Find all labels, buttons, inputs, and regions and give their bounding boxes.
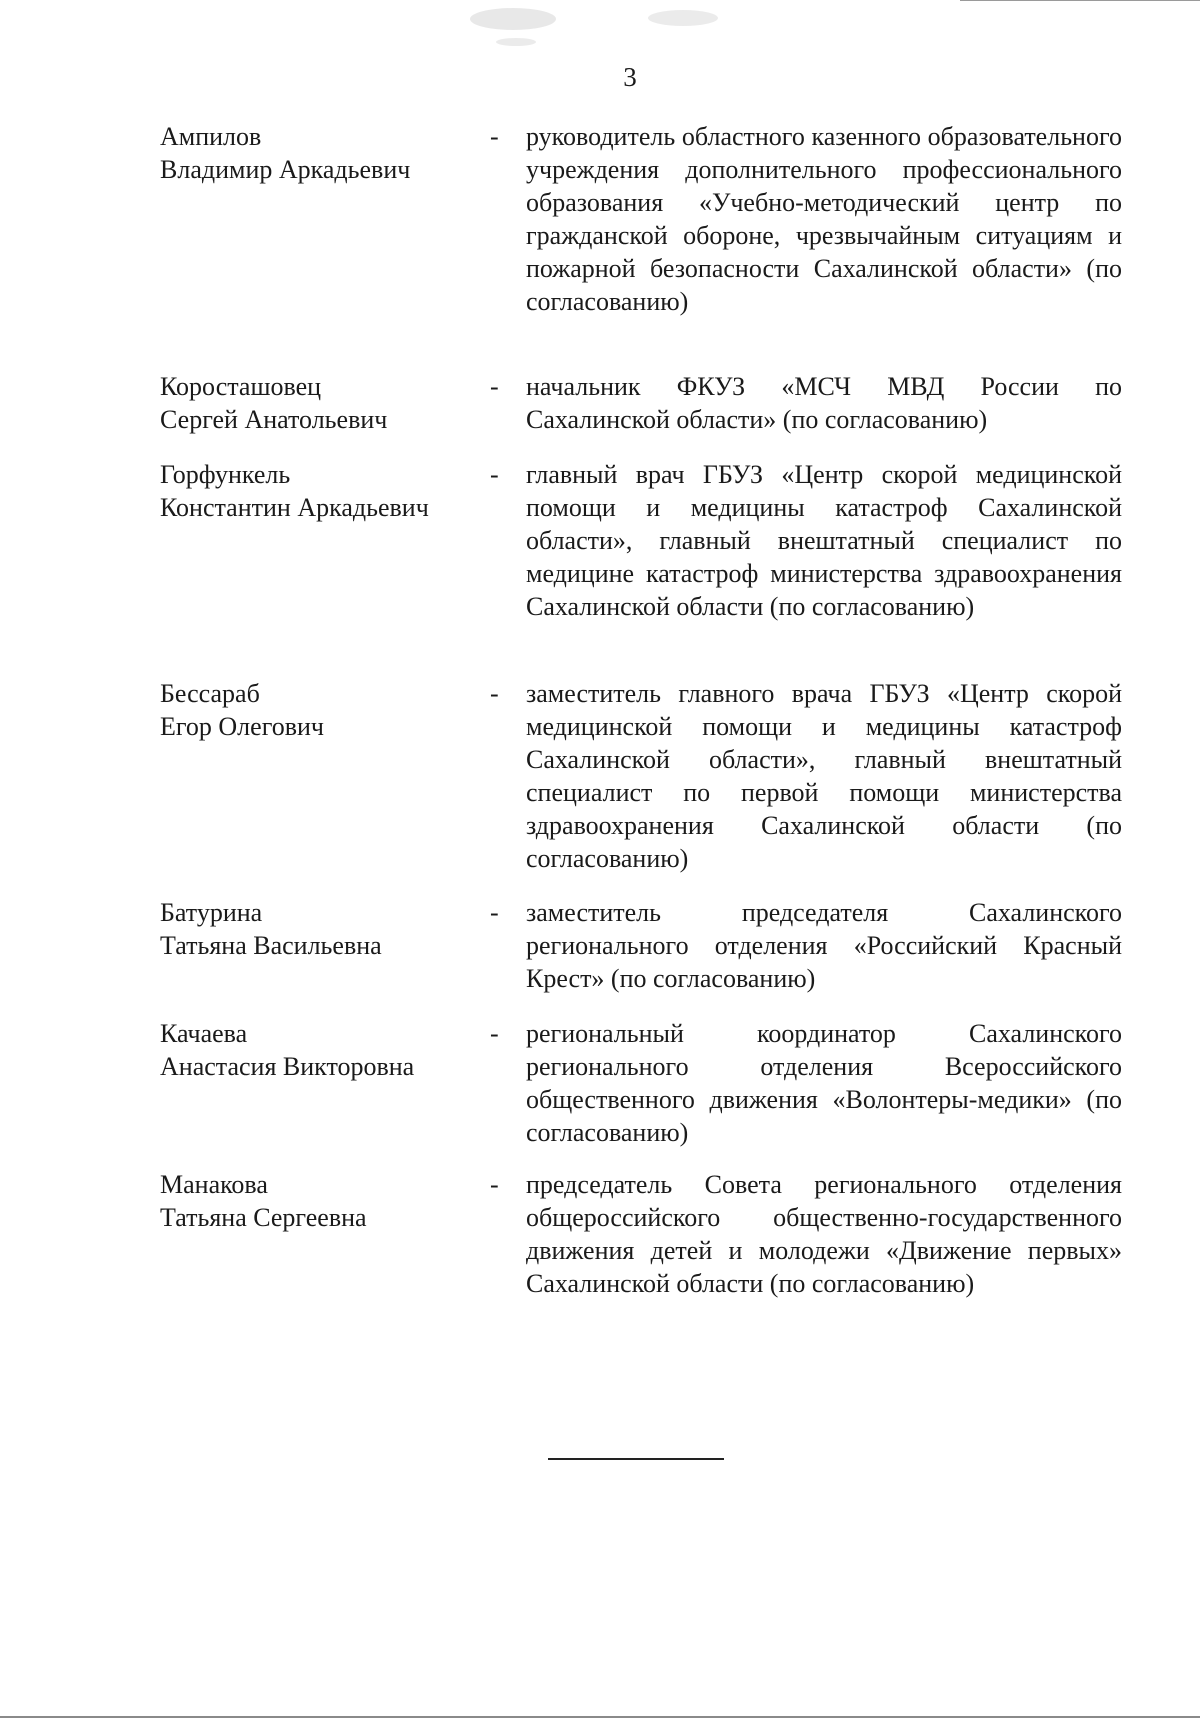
scan-edge-top bbox=[960, 0, 1200, 1]
member-dash: - bbox=[490, 679, 499, 708]
member-name bbox=[160, 120, 480, 186]
end-of-list-rule bbox=[548, 1458, 724, 1460]
member-given-names: Татьяна Васильевна bbox=[160, 931, 382, 960]
member-given-names: Владимир Аркадьевич bbox=[160, 155, 411, 184]
member-name bbox=[160, 1168, 480, 1234]
scan-smudge bbox=[648, 10, 718, 26]
member-role: начальник ФКУЗ «МСЧ МВД России по Сахалинской области» (по согласованию) bbox=[526, 372, 1122, 434]
member-name bbox=[160, 370, 480, 436]
member-given-names: Татьяна Сергеевна bbox=[160, 1203, 367, 1232]
member-dash: - bbox=[490, 372, 499, 401]
member-surname: Качаева bbox=[160, 1019, 248, 1048]
member-role: главный врач ГБУЗ «Центр скорой медицинской помощи и медицины катастроф Сахалинской области», главный внештатный специалист по медицине катастроф министерства здравоохранения Сахалинской области (по согласованию) bbox=[526, 460, 1122, 621]
page-number: 3 bbox=[623, 62, 637, 92]
member-dash: - bbox=[490, 898, 499, 927]
member-surname: Ампилов bbox=[160, 122, 262, 151]
member-surname: Манакова bbox=[160, 1170, 268, 1199]
member-surname: Горфункель bbox=[160, 460, 291, 489]
member-name bbox=[160, 458, 480, 524]
member-dash: - bbox=[490, 1019, 499, 1048]
member-dash: - bbox=[490, 1170, 499, 1199]
member-given-names: Сергей Анатольевич bbox=[160, 405, 388, 434]
scan-smudge bbox=[496, 38, 536, 46]
member-dash: - bbox=[490, 460, 499, 489]
member-given-names: Егор Олегович bbox=[160, 712, 324, 741]
member-role: председатель Совета регионального отделения общероссийского общественно-государственного движения детей и молодежи «Движение первых» Сахалинской области (по согласованию) bbox=[526, 1170, 1122, 1298]
member-surname: Батурина bbox=[160, 898, 263, 927]
member-dash: - bbox=[490, 122, 499, 151]
member-surname: Бессараб bbox=[160, 679, 260, 708]
member-name bbox=[160, 677, 480, 743]
member-role: региональный координатор Сахалинского регионального отделения Всероссийского общественного движения «Волонтеры-медики» (по согласованию) bbox=[526, 1019, 1122, 1147]
member-name bbox=[160, 1017, 480, 1083]
member-name bbox=[160, 896, 480, 962]
member-surname: Коросташовец bbox=[160, 372, 322, 401]
member-role: руководитель областного казенного образовательного учреждения дополнительного профессионального образования «Учебно-методический центр по гражданской обороне, чрезвычайным ситуациям и пожарной безопасности Сахалинской области» (по согласованию) bbox=[526, 122, 1122, 316]
member-given-names: Константин Аркадьевич bbox=[160, 493, 429, 522]
scan-edge-bottom bbox=[0, 1716, 1200, 1718]
member-role: заместитель главного врача ГБУЗ «Центр скорой медицинской помощи и медицины катастроф Сахалинской области», главный внештатный специалист по первой помощи министерства здравоохранения Сахалинской области (по согласованию) bbox=[526, 679, 1122, 873]
scan-smudge bbox=[470, 8, 556, 30]
member-role: заместитель председателя Сахалинского регионального отделения «Российский Красный Крест» (по согласованию) bbox=[526, 898, 1122, 993]
member-given-names: Анастасия Викторовна bbox=[160, 1052, 415, 1081]
